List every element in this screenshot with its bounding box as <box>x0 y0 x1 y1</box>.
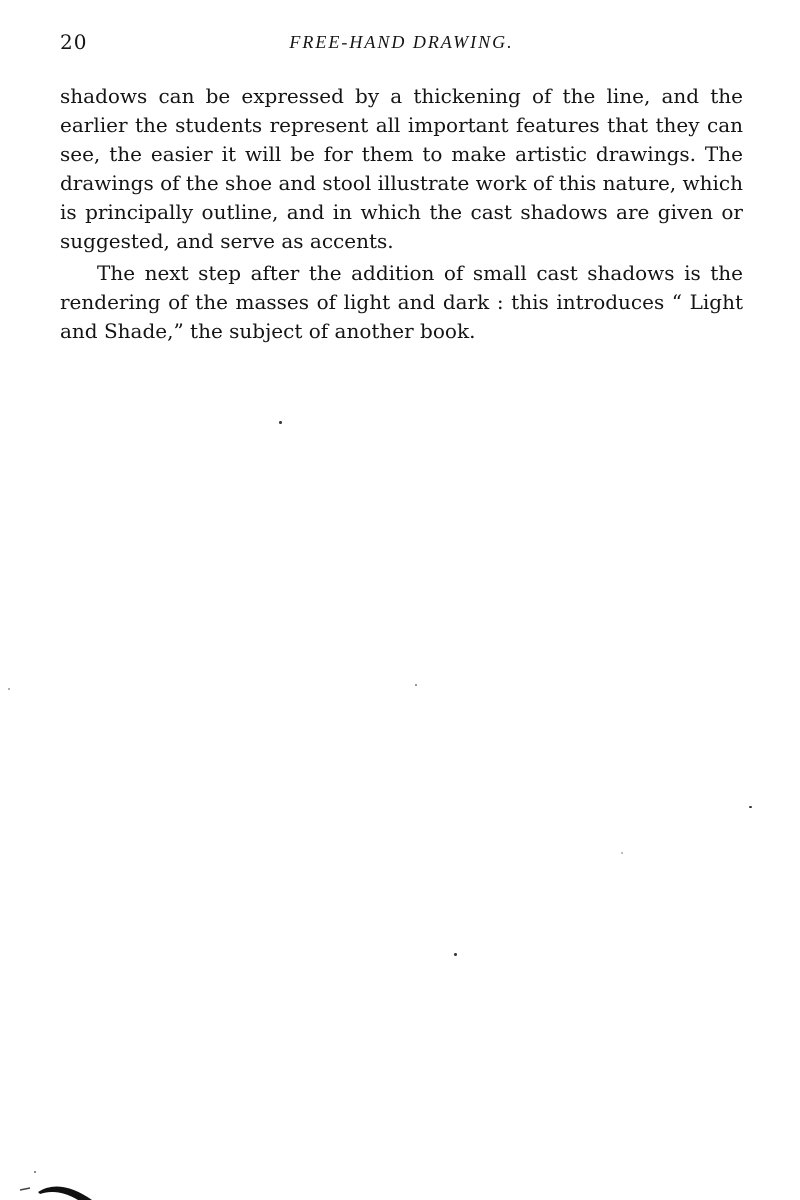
paragraph: The next step after the addition of small cast shadows is the rendering of the masses of light and dark : this introduces “ Light and Shade,” the subject of another book. <box>60 261 743 343</box>
ink-speck <box>415 684 417 686</box>
ink-speck <box>454 953 457 956</box>
paragraph: shadows can be expressed by a thickening of the line, and the earlier the students represent all important features that they can see, the easier it will be for them to make artistic drawings. The drawings of the shoe and stool illustrate work of this nature, which is principally outline, and in which the cast shadows are given or suggested, and serve as accents. <box>60 84 743 253</box>
ink-speck <box>279 421 282 424</box>
ink-speck <box>749 806 752 808</box>
ink-speck <box>8 688 10 690</box>
running-title: FREE-HAND DRAWING. <box>289 32 514 52</box>
running-head <box>60 30 743 60</box>
body-text <box>60 82 743 346</box>
page-number: 20 <box>60 30 88 54</box>
page-corner-mark <box>0 1160 110 1200</box>
ink-speck <box>621 852 623 854</box>
